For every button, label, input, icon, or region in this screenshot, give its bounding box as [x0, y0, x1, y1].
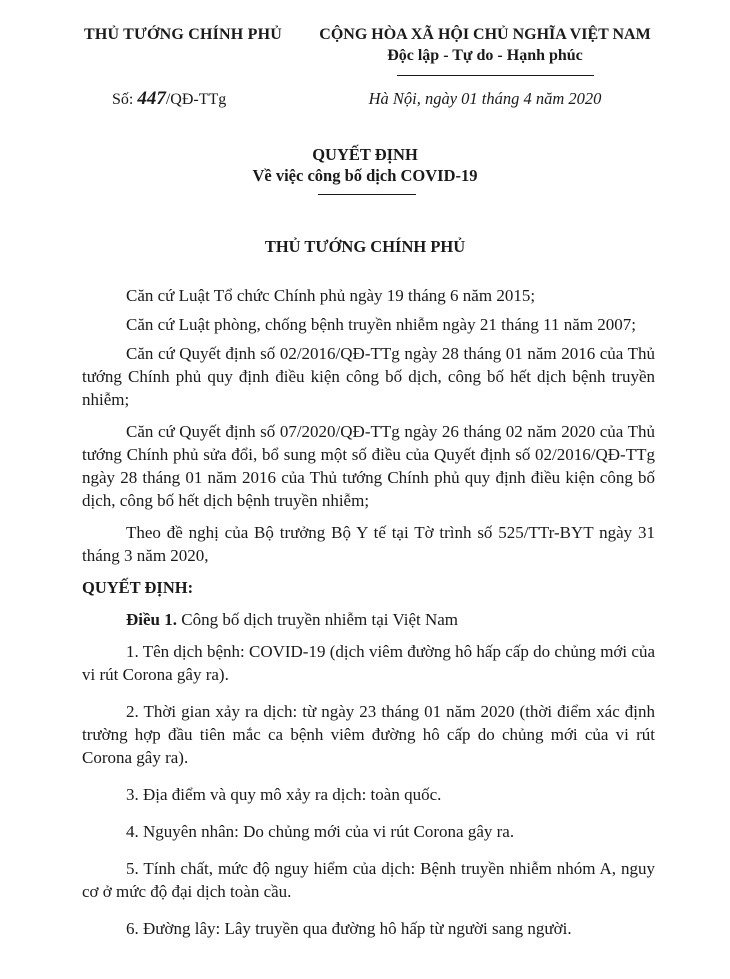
preamble-item: Căn cứ Luật phòng, chống bệnh truyền nhiễm ngày 21 tháng 11 năm 2007; — [126, 315, 636, 334]
preamble-item: Căn cứ Luật Tổ chức Chính phủ ngày 19 tháng 6 năm 2015; — [126, 286, 536, 305]
article-item: 4. Nguyên nhân: Do chủng mới của vi rút Corona gây ra. — [126, 822, 515, 841]
preamble-item: Theo đề nghị của Bộ trưởng Bộ Y tế tại Tờ trình số 525/TTr-BYT ngày 31 tháng 3 năm 2020, — [82, 523, 655, 565]
document-body — [82, 284, 655, 954]
motto-underline — [397, 75, 594, 76]
national-header — [300, 26, 670, 65]
document-number — [112, 88, 226, 110]
article-item: 6. Đường lây: Lây truyền qua đường hô hấp từ người sang người. — [126, 919, 572, 938]
preamble-item: Căn cứ Quyết định số 07/2020/QĐ-TTg ngày 26 tháng 02 năm 2020 của Thủ tướng Chính phủ sửa đổi, bổ sung một số điều của Quyết định số 02/2016/QĐ-TTg ngày 28 tháng 01 năm 2016 của Thủ tướng Chính phủ quy định điều kiện công bố dịch, công bố hết dịch bệnh truyền nhiễm; — [82, 422, 655, 510]
country-name: CỘNG HÒA XÃ HỘI CHỦ NGHĨA VIỆT NAM — [319, 26, 651, 43]
doc-number-handwritten: 447 — [137, 88, 166, 109]
document-title: QUYẾT ĐỊNH — [312, 145, 418, 164]
article-item: 5. Tính chất, mức độ nguy hiểm của dịch: Bệnh truyền nhiễm nhóm A, nguy cơ ở mức độ đại dịch toàn cầu. — [82, 859, 655, 901]
preamble-item: Căn cứ Quyết định số 02/2016/QĐ-TTg ngày 28 tháng 01 năm 2016 của Thủ tướng Chính phủ quy định điều kiện công bố dịch, công bố hết dịch bệnh truyền nhiễm; — [82, 344, 655, 409]
issuing-authority: THỦ TƯỚNG CHÍNH PHỦ — [264, 237, 466, 256]
title-underline — [318, 194, 416, 195]
article-1-label: Điều 1. — [126, 610, 177, 629]
place-and-date: Hà Nội, ngày 01 tháng 4 năm 2020 — [368, 89, 602, 108]
decision-heading: QUYẾT ĐỊNH: — [82, 578, 194, 597]
article-item: 3. Địa điểm và quy mô xảy ra dịch: toàn quốc. — [126, 785, 442, 804]
issuing-agency: THỦ TƯỚNG CHÍNH PHỦ — [83, 26, 283, 43]
article-1-title: Công bố dịch truyền nhiễm tại Việt Nam — [181, 610, 459, 629]
doc-number-suffix: /QĐ-TTg — [165, 91, 227, 108]
document-subject: Về việc công bố dịch COVID-19 — [252, 166, 478, 185]
article-item: 2. Thời gian xảy ra dịch: từ ngày 23 tháng 01 năm 2020 (thời điểm xác định trường hợp đầu tiên mắc ca bệnh viêm đường hô cấp do chủng mới của vi rút Corona gây ra). — [82, 702, 655, 767]
article-item: 1. Tên dịch bệnh: COVID-19 (dịch viêm đường hô hấp cấp do chủng mới của vi rút Corona gây ra). — [82, 642, 655, 684]
article-1-heading — [82, 608, 655, 631]
doc-number-prefix: Số: — [112, 91, 134, 108]
national-motto: Độc lập - Tự do - Hạnh phúc — [387, 47, 583, 64]
